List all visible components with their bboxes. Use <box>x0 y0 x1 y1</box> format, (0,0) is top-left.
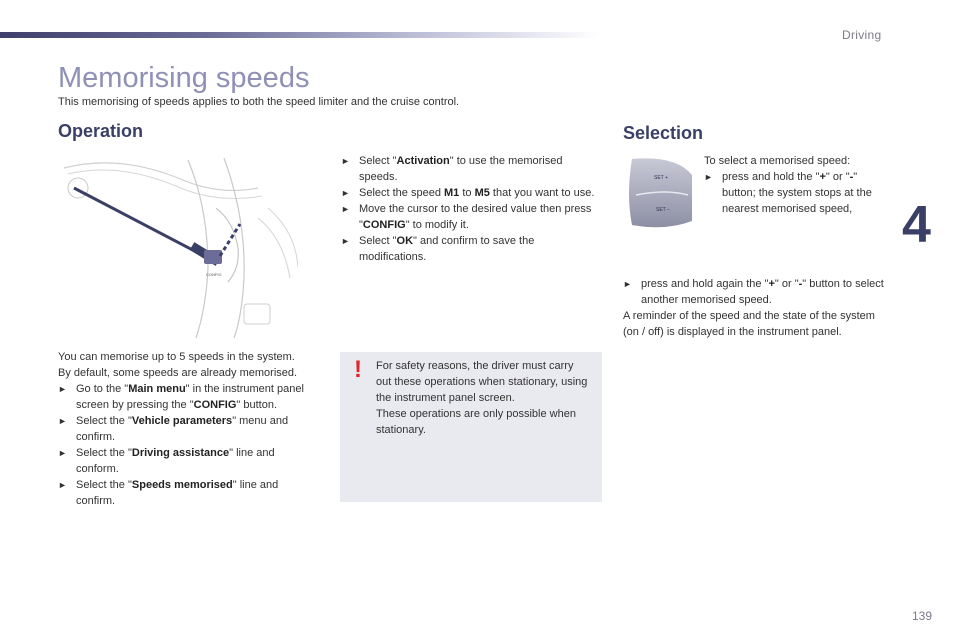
selection-steps: ► press and hold again the "+" or "-" button to select another memorised speed. A reminder of the speed and the state of the system (on / off) is displayed in the instrument panel. <box>623 276 893 340</box>
svg-text:CONFIG: CONFIG <box>206 272 222 277</box>
operation-para1: You can memorise up to 5 speeds in the system. <box>58 351 295 363</box>
page-title: Memorising speeds <box>58 62 310 94</box>
warning-icon: ! <box>354 356 362 383</box>
operation-heading: Operation <box>58 121 144 141</box>
selection-reminder: A reminder of the speed and the state of the system (on / off) is displayed in the instrument panel. <box>623 310 875 338</box>
section-label: Driving <box>842 28 882 42</box>
svg-text:SET +: SET + <box>654 175 668 181</box>
selection-intro: To select a memorised speed: ► press and hold the "+" or "-" button; the system stops at the nearest memorised speed, <box>704 155 872 215</box>
chapter-number: 4 <box>902 196 931 254</box>
operation-steps-right: ► Select "Activation" to use the memorised speeds. ► Select the speed M1 to M5 that you want to use. ► Move the cursor to the desired value then press "CONFIG" to modify it. ► Select "OK" and confirm to save the modifications. <box>341 155 595 263</box>
page-number: 139 <box>912 609 933 623</box>
operation-para2: By default, some speeds are already memorised. <box>58 367 298 379</box>
svg-text:SET −: SET − <box>656 207 670 213</box>
warning-text: For safety reasons, the driver must carry out these operations when stationary, using the instrument panel screen. These operations are only possible when stationary. <box>376 360 588 436</box>
header-bar <box>0 32 600 38</box>
selection-heading: Selection <box>623 123 704 143</box>
intro-text: This memorising of speeds applies to both the speed limiter and the cruise control. <box>58 96 460 108</box>
operation-steps-left: You can memorise up to 5 speeds in the system. By default, some speeds are already memorised. ► Go to the "Main menu" in the instrument panel screen by pressing the "CONFIG" button. ► Select the "Vehicle parameters" menu and confirm. ► Select the "Driving assistance" line and conform. ► Select the "Speeds memorised" line and confirm. <box>58 349 316 509</box>
steering-wheel-illustration <box>58 148 298 340</box>
safety-warning-box <box>340 352 602 502</box>
set-switch-illustration <box>626 155 696 230</box>
